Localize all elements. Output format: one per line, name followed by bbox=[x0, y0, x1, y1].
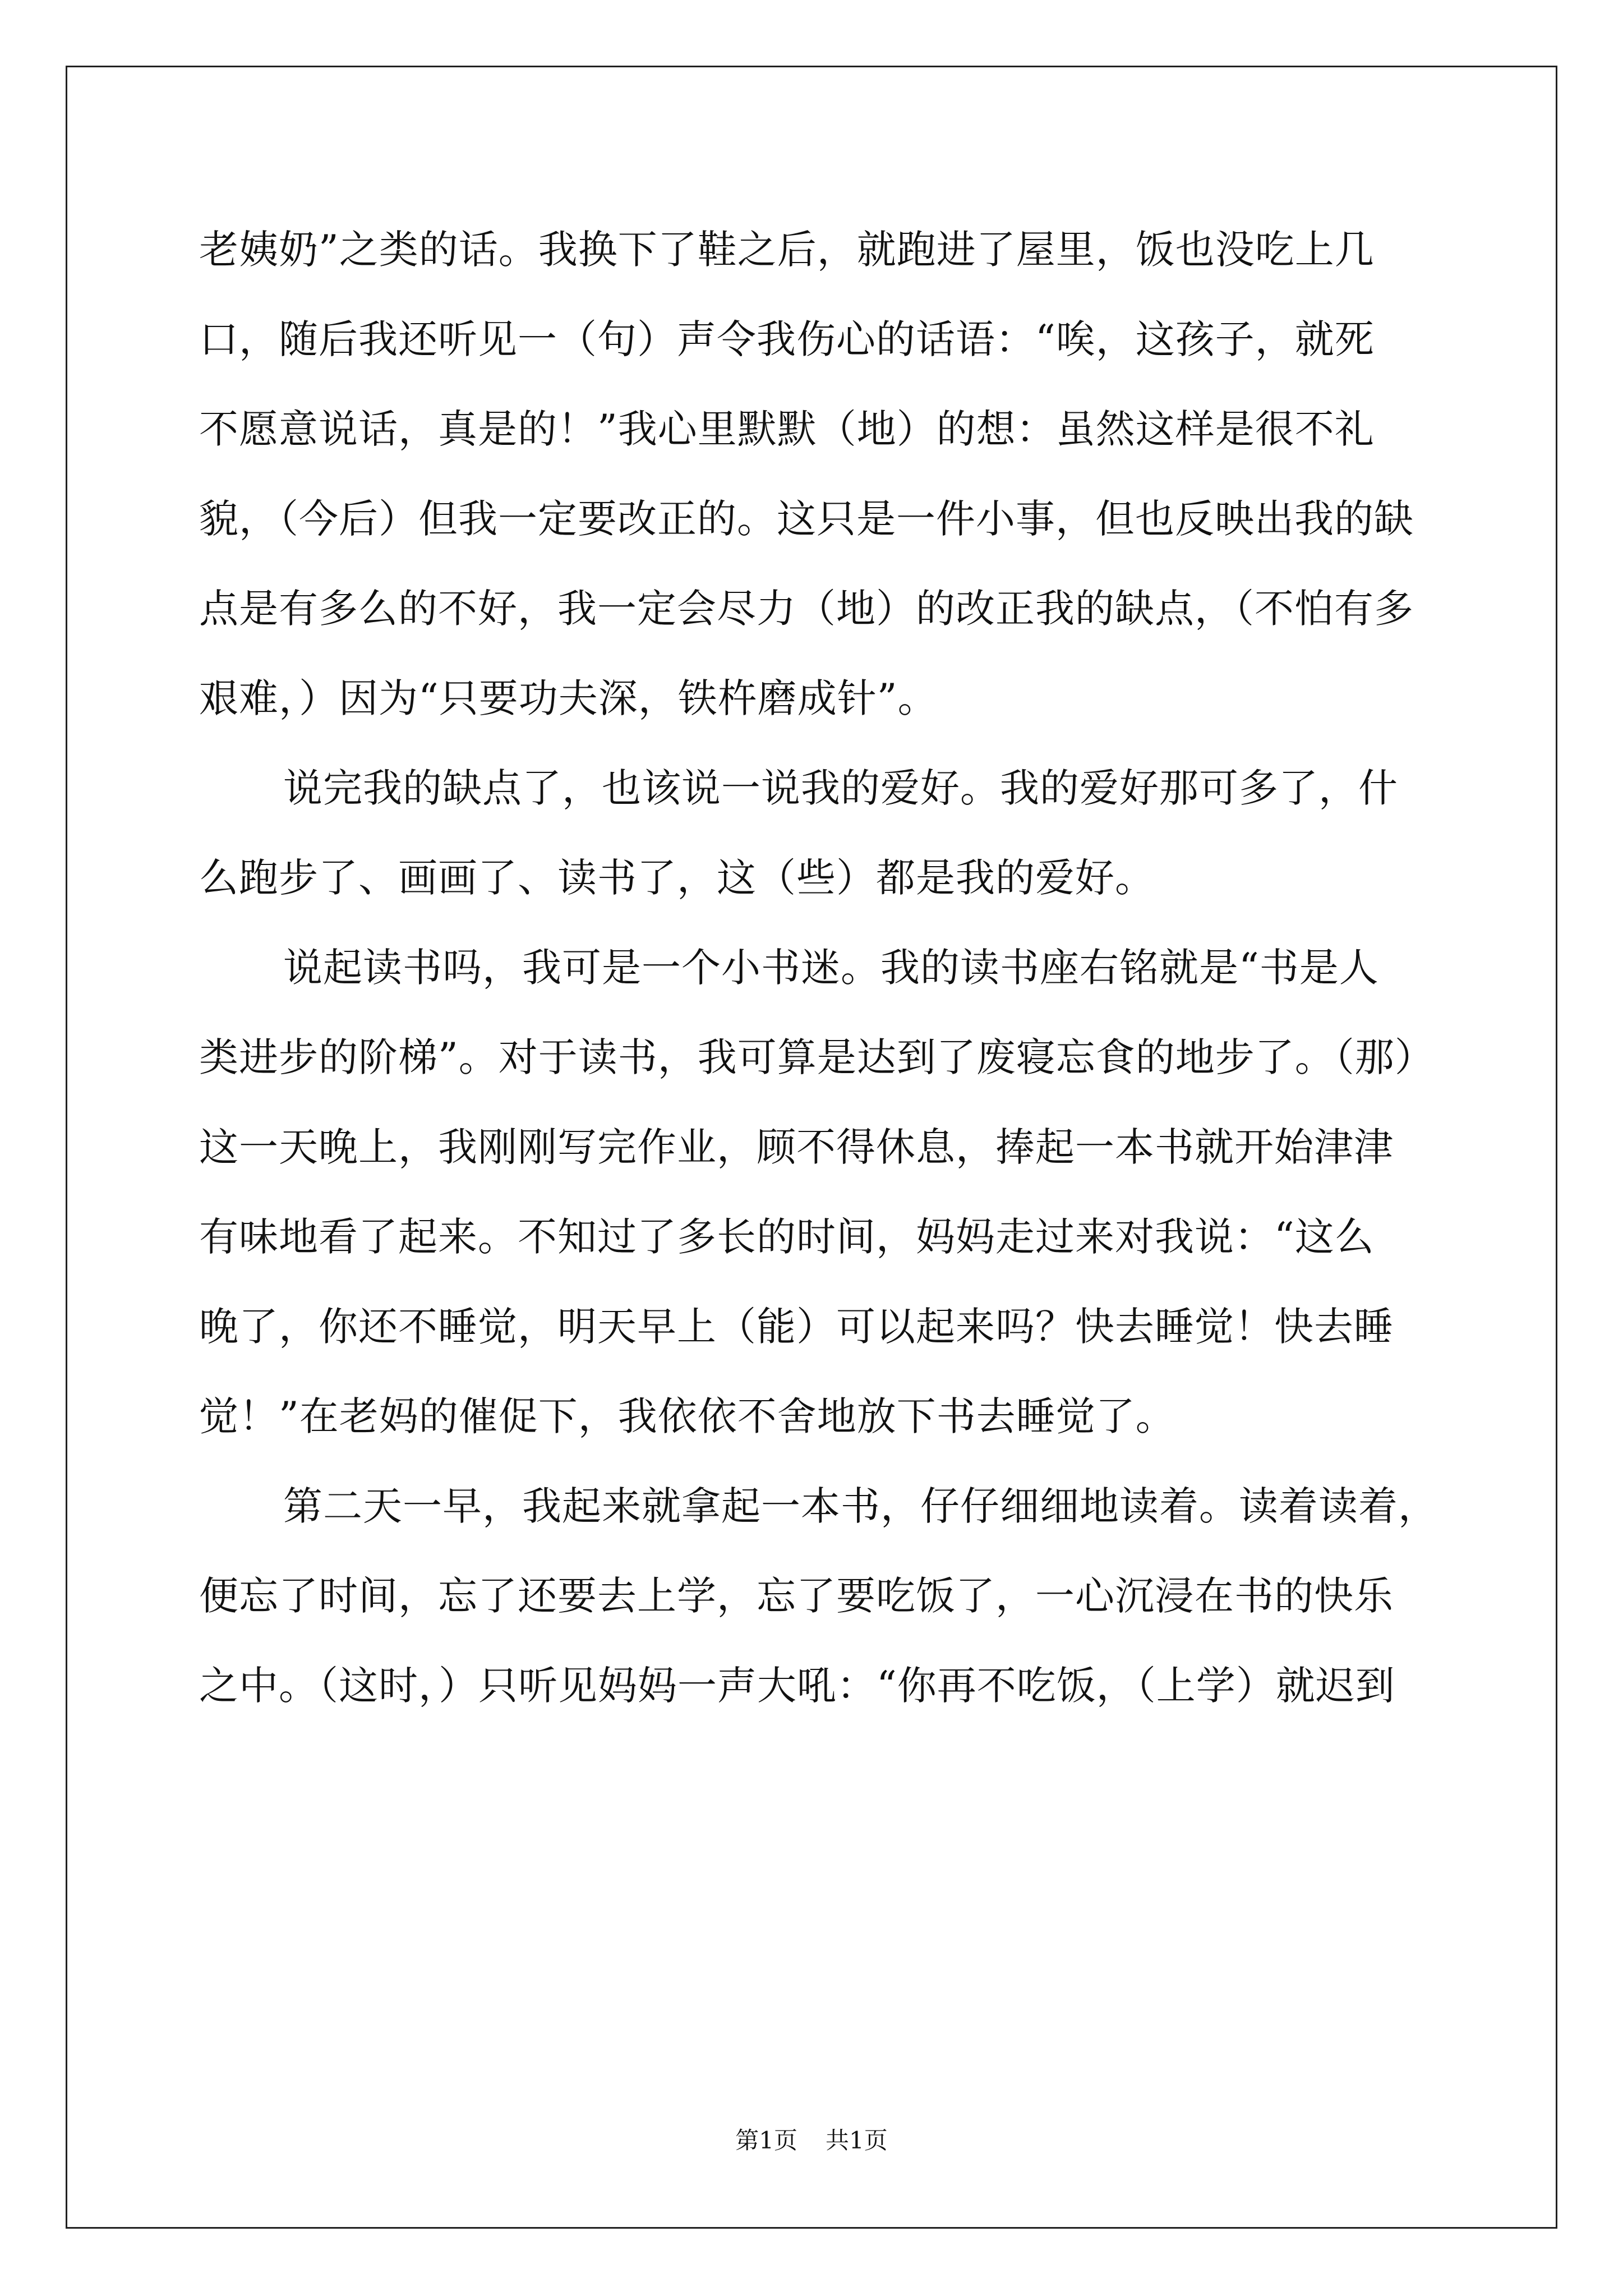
text-line: 貌，（今后）但我一定要改正的。这只是一件小事，但也反映出我的缺 bbox=[199, 496, 1414, 542]
text-line: 么跑步了、画画了、读书了，这（些）都是我的爱好。 bbox=[199, 855, 1155, 901]
text-line: 点是有多么的不好，我一定会尽力（地）的改正我的缺点，（不怕有多 bbox=[199, 586, 1414, 632]
text-line: 觉！”在老妈的催促下，我依依不舍地放下书去睡觉了。 bbox=[199, 1393, 1175, 1439]
text-line: 口，随后我还听见一（句）声令我伤心的话语：“唉，这孩子，就死 bbox=[199, 316, 1375, 362]
text-line: 不愿意说话，真是的！”我心里默默（地）的想：虽然这样是很不礼 bbox=[199, 406, 1375, 452]
text-line: 这一天晚上，我刚刚写完作业，顾不得休息，捧起一本书就开始津津 bbox=[199, 1124, 1394, 1170]
text-line: 类进步的阶梯”。对于读书，我可算是达到了废寝忘食的地步了。（那） bbox=[199, 1034, 1435, 1080]
text-line: 老姨奶”之类的话。我换下了鞋之后，就跑进了屋里，饭也没吃上几 bbox=[199, 227, 1375, 273]
text-line: 晚了，你还不睡觉，明天早上（能）可以起来吗？快去睡觉！快去睡 bbox=[199, 1304, 1394, 1350]
page-number: 第1页 bbox=[735, 2127, 797, 2154]
text-line: 艰难，）因为“只要功夫深，铁杵磨成针”。 bbox=[199, 675, 938, 721]
paragraph-first-line: 说完我的缺点了，也该说一说我的爱好。我的爱好那可多了，什 bbox=[283, 765, 1398, 811]
paragraph-first-line: 说起读书吗，我可是一个小书迷。我的读书座右铭就是“书是人 bbox=[283, 945, 1379, 991]
text-line: 之中。（这时，）只听见妈妈一声大吼：“你再不吃饭，（上学）就迟到 bbox=[199, 1663, 1395, 1709]
paragraph-first-line: 第二天一早，我起来就拿起一本书，仔仔细细地读着。读着读着， bbox=[283, 1483, 1438, 1529]
page-footer bbox=[0, 2124, 1623, 2157]
text-line: 便忘了时间，忘了还要去上学，忘了要吃饭了，一心沉浸在书的快乐 bbox=[199, 1573, 1394, 1619]
page-total: 共1页 bbox=[826, 2127, 888, 2154]
text-line: 有味地看了起来。不知过了多长的时间，妈妈走过来对我说：“这么 bbox=[199, 1214, 1375, 1260]
